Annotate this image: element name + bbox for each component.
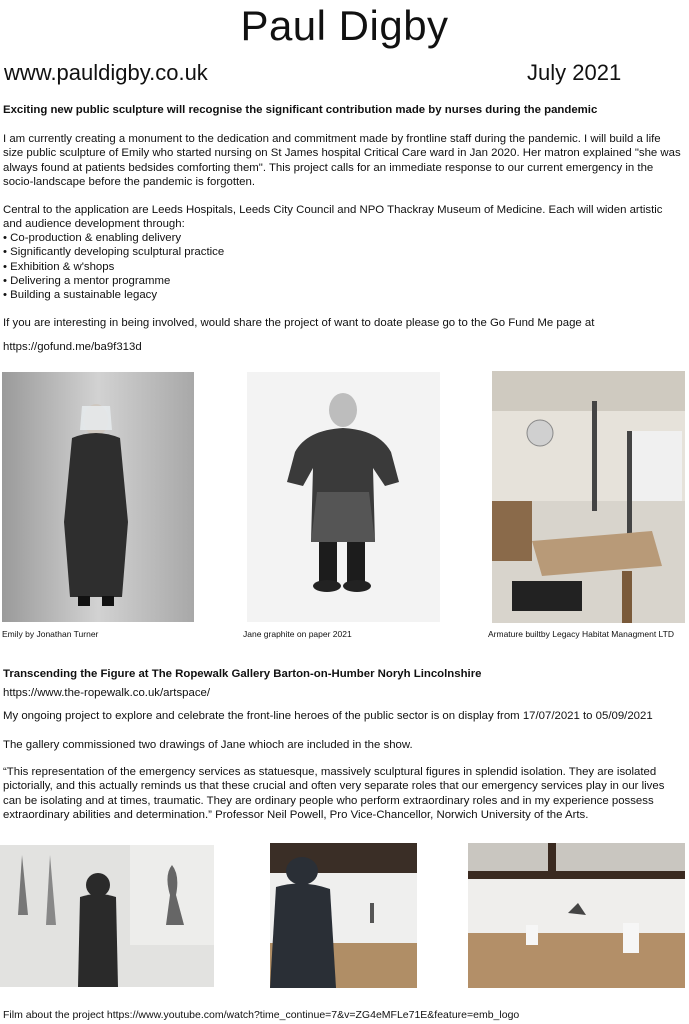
intro-paragraph-3: If you are interesting in being involved, would share the project of want to doate please go to the Go Fund Me page at [3, 317, 595, 329]
gallery-photo-statue [270, 843, 417, 988]
list-item: • Co-production & enabling delivery [3, 231, 683, 245]
list-item: • Exhibition & w'shops [3, 260, 683, 274]
gallery-quote: “This representation of the emergency services as statuesque, massively sculptural figures in splendid isolation. They are isolated pictorially, and this actually reminds us that these crucial and often very separate roles that our emergency services play in our lives can be isolating and at times, traumatic. They are ordinary people who perform extraordinary roles and in my experience possess extraordinary abilities and determination.” Professor Neil Powell, Pro Vice-Chancellor, Norwich University of the Arts. [3, 766, 665, 821]
gallery-photo-sculpture [0, 845, 214, 987]
gallery-paragraph-1: My ongoing project to explore and celebrate the front-line heroes of the public sector is on display from 17/07/2021 to 05/09/2021 [3, 710, 653, 722]
graphite-drawing [247, 372, 440, 622]
intro-paragraph-1: I am currently creating a monument to the dedication and commitment made by frontline staff during the pandemic. I will build a life size public sculpture of Emily who started nursing on St James hospital Critical Care ward in Jan 2020. Her matron explained "she was always found at patients bedsides comforting them". This project calls for an immediate response to our current emergency in the socio-landscape before the pandemic is forgotten. [3, 133, 681, 188]
ropewalk-link[interactable]: https://www.the-ropewalk.co.uk/artspace/ [3, 687, 211, 699]
intro-headline: Exciting new public sculpture will recognise the significant contribution made by nurses during the pandemic [3, 104, 598, 116]
film-link[interactable]: Film about the project https://www.youtube.com/watch?time_continue=7&v=ZG4eMFLe71E&feature=emb_logo [3, 1009, 520, 1021]
caption: Jane graphite on paper 2021 [243, 629, 352, 639]
list-item: • Building a sustainable legacy [3, 288, 683, 302]
bullet-list [3, 231, 683, 302]
gallery-photo-room [468, 843, 685, 988]
page-title: Paul Digby [240, 2, 449, 49]
caption: Armature builtby Legacy Habitat Managment LTD [488, 629, 674, 639]
nurse-photo [2, 372, 194, 622]
gallery-paragraph-2: The gallery commissioned two drawings of Jane whioch are included in the show. [3, 739, 413, 751]
list-item: • Significantly developing sculptural practice [3, 245, 683, 259]
list-item: • Delivering a mentor programme [3, 274, 683, 288]
website-link[interactable]: www.pauldigby.co.uk [4, 60, 208, 85]
workshop-photo [492, 371, 685, 623]
gofundme-link[interactable]: https://gofund.me/ba9f313d [3, 341, 142, 353]
date-label: July 2021 [527, 60, 622, 85]
caption: Emily by Jonathan Turner [2, 629, 99, 639]
gallery-headline: Transcending the Figure at The Ropewalk Gallery Barton-on-Humber Noryh Lincolnshire [3, 668, 482, 680]
intro-paragraph-2: Central to the application are Leeds Hospitals, Leeds City Council and NPO Thackray Museum of Medicine. Each will widen artistic and audience development through: [3, 204, 663, 231]
